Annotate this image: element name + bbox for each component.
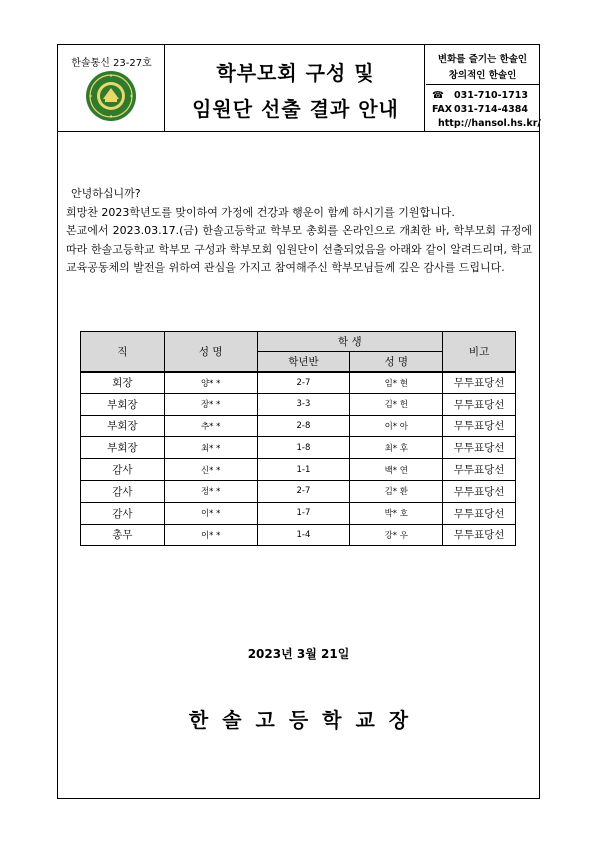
cell-position: 감사	[81, 480, 165, 502]
cell-grade-class: 1-7	[257, 502, 350, 524]
table-row	[81, 480, 516, 502]
phone-row	[432, 90, 528, 101]
paragraph-wishes: 희망찬 2023학년도를 맞이하여 가정에 건강과 행운이 함께 하시기를 기원합니다.	[66, 205, 455, 219]
document-frame	[57, 44, 540, 799]
fax-row	[432, 104, 528, 115]
cell-position: 회장	[81, 372, 165, 394]
school-emblem-icon	[85, 70, 137, 122]
header-parent-name: 성 명	[164, 332, 257, 372]
table-row	[81, 437, 516, 459]
cell-note: 무투표당선	[443, 502, 516, 524]
letterhead	[58, 45, 539, 132]
cell-note: 무투표당선	[443, 372, 516, 394]
cell-note: 무투표당선	[443, 524, 516, 546]
header-note: 비고	[443, 332, 516, 372]
cell-position: 부회장	[81, 415, 165, 437]
cell-student-name: 최* 후	[350, 437, 443, 459]
header-student: 학 생	[257, 332, 443, 352]
cell-parent-name: 장* *	[164, 393, 257, 415]
cell-note: 무투표당선	[443, 437, 516, 459]
cell-student-name: 이* 아	[350, 415, 443, 437]
fax-number: 031-714-4384	[454, 104, 528, 115]
cell-parent-name: 이* *	[164, 502, 257, 524]
table-row	[81, 502, 516, 524]
cell-grade-class: 3-3	[257, 393, 350, 415]
cell-student-name: 김* 헌	[350, 393, 443, 415]
cell-position: 감사	[81, 459, 165, 481]
cell-position: 감사	[81, 502, 165, 524]
cell-note: 무투표당선	[443, 459, 516, 481]
cell-position: 부회장	[81, 437, 165, 459]
cell-grade-class: 1-8	[257, 437, 350, 459]
table-row	[81, 372, 516, 394]
cell-student-name: 김* 환	[350, 480, 443, 502]
cell-parent-name: 신* *	[164, 459, 257, 481]
motto-box	[426, 45, 539, 85]
cell-parent-name: 최* *	[164, 437, 257, 459]
cell-grade-class: 2-8	[257, 415, 350, 437]
letterhead-contact	[426, 45, 539, 132]
header-position: 직	[81, 332, 165, 372]
cell-student-name: 백* 연	[350, 459, 443, 481]
homepage-link[interactable]: http://hansol.hs.kr/	[438, 118, 541, 129]
header-student-name: 성 명	[350, 352, 443, 372]
cell-grade-class: 2-7	[257, 372, 350, 394]
cell-parent-name: 추* *	[164, 415, 257, 437]
letterhead-title	[166, 45, 425, 132]
cell-parent-name: 양* *	[164, 372, 257, 394]
table-row	[81, 393, 516, 415]
phone-icon: ☎	[432, 90, 444, 101]
cell-student-name: 박* 호	[350, 502, 443, 524]
cell-position: 부회장	[81, 393, 165, 415]
cell-note: 무투표당선	[443, 415, 516, 437]
letter-body	[66, 185, 532, 278]
table-row	[81, 459, 516, 481]
cell-student-name: 임* 현	[350, 372, 443, 394]
cell-grade-class: 1-4	[257, 524, 350, 546]
title-line-1: 학부모회 구성 및	[216, 61, 375, 85]
cell-position: 총무	[81, 524, 165, 546]
table-row	[81, 415, 516, 437]
officers-table	[80, 331, 516, 546]
phone-number: 031-710-1713	[454, 90, 528, 101]
header-grade-class: 학년반	[257, 352, 350, 372]
cell-grade-class: 1-1	[257, 459, 350, 481]
issue-number: 한솔통신 23-27호	[71, 58, 152, 69]
cell-parent-name: 이* *	[164, 524, 257, 546]
motto-line-2: 창의적인 한솔인	[448, 70, 517, 81]
paragraph-announcement: 본교에서 2023.03.17.(금) 한솔고등학교 학부모 총회를 온라인으로 개최한 바, 학부모회 규정에 따라 한솔고등학교 학부모 구성과 학부모회 임원단이 선출되었음을 아래와 같이 알려드리며, 학교교육공동체의 발전을 위하여 관심을 가지고 참여해주신 학부모님들께 깊은 감사를 드립니다.	[66, 224, 532, 274]
cell-grade-class: 2-7	[257, 480, 350, 502]
cell-parent-name: 정* *	[164, 480, 257, 502]
issue-date: 2023년 3월 21일	[247, 647, 350, 661]
letterhead-left	[58, 45, 165, 132]
cell-student-name: 강* 우	[350, 524, 443, 546]
title-line-2: 임원단 선출 결과 안내	[192, 97, 399, 121]
principal-signature: 한솔고등학교장	[188, 708, 423, 732]
motto-line-1: 변화를 즐기는 한솔인	[437, 54, 528, 65]
cell-note: 무투표당선	[443, 393, 516, 415]
table-row	[81, 524, 516, 546]
greeting: 안녕하십니까?	[71, 187, 141, 200]
cell-note: 무투표당선	[443, 480, 516, 502]
fax-label: FAX	[432, 104, 453, 115]
